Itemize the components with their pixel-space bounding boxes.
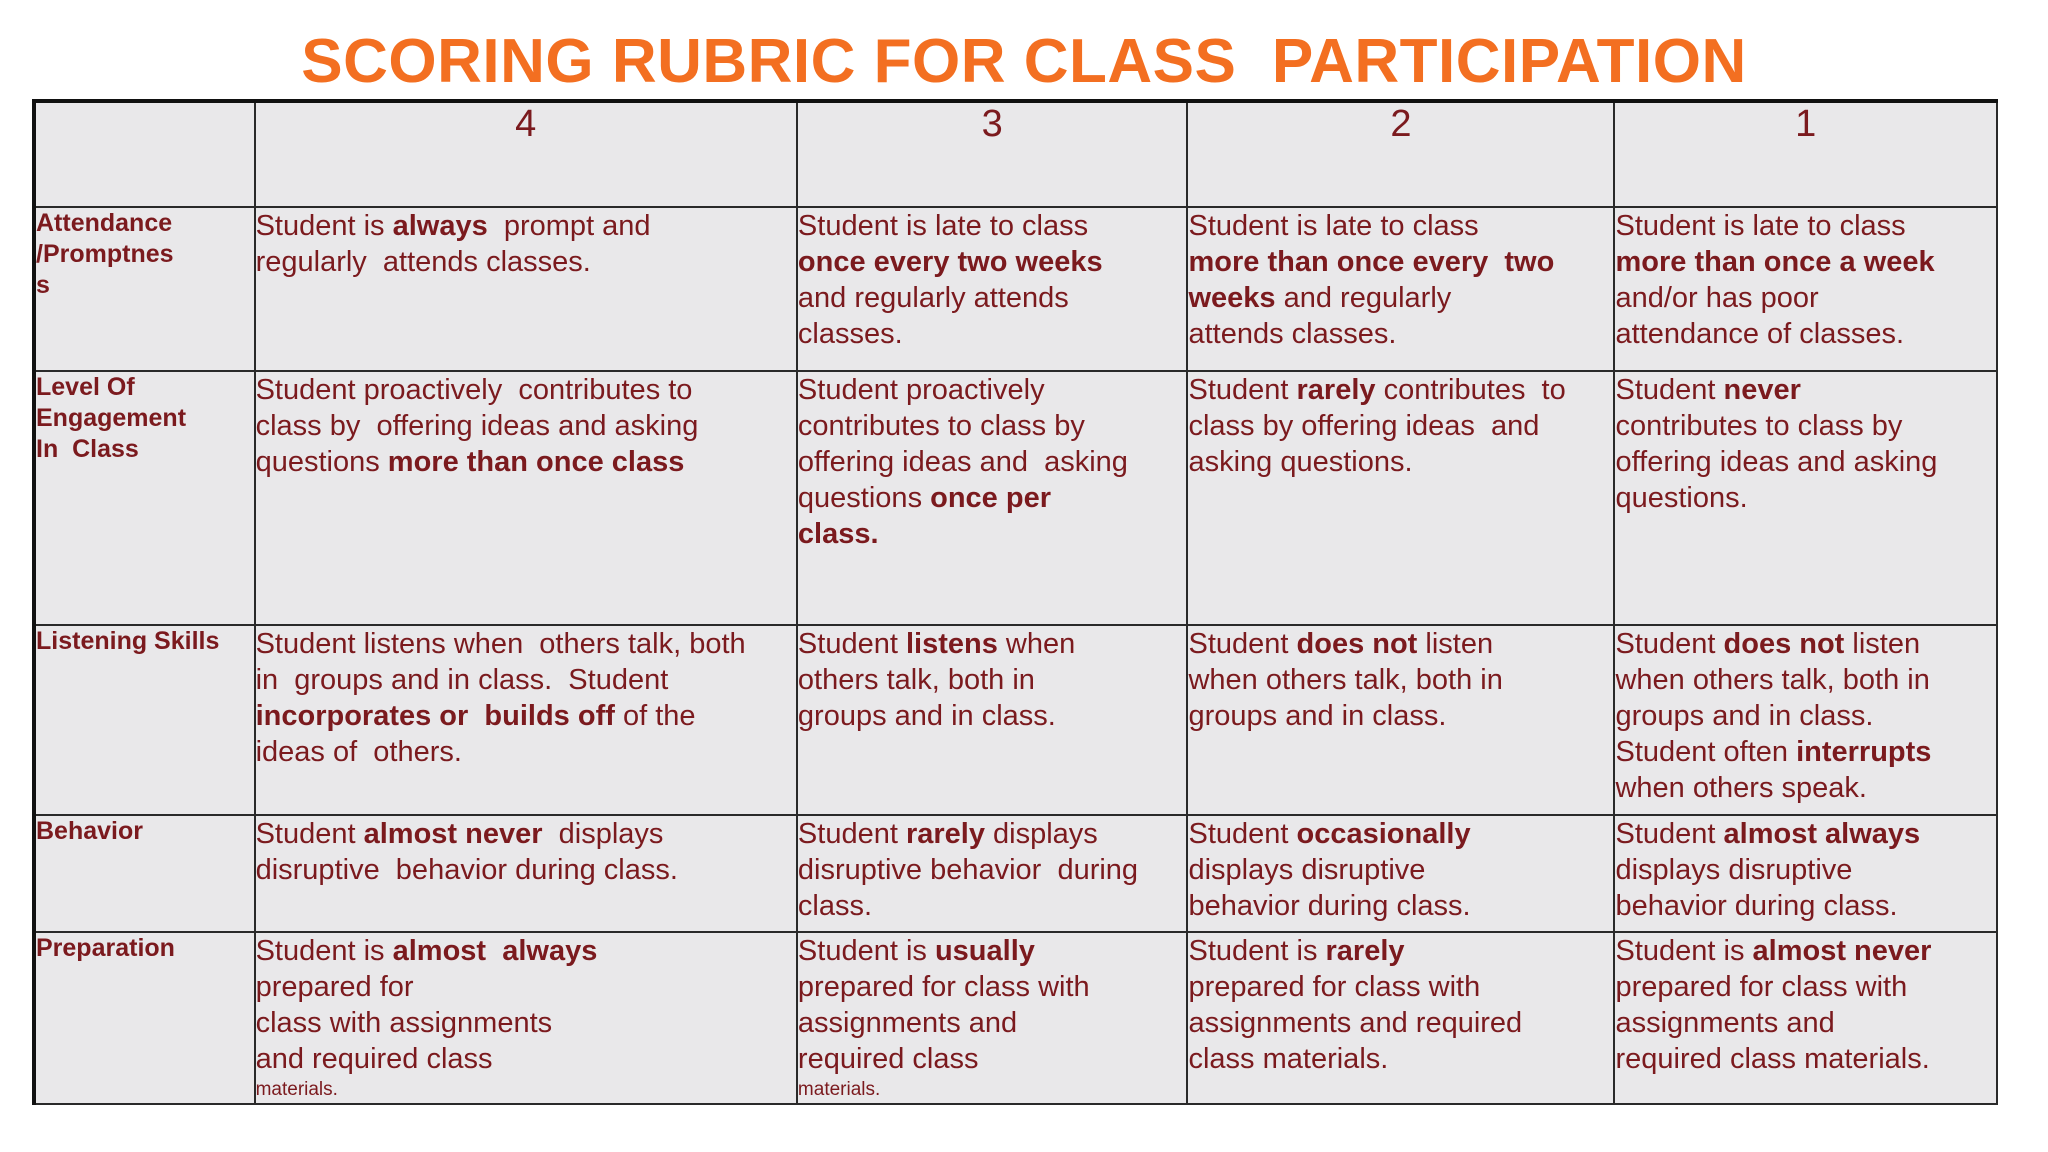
rubric-table bbox=[32, 99, 1998, 1105]
cell-preparation-1: Student is almost never prepared for class with assignments and required class materials. bbox=[1614, 932, 1997, 1104]
cell-listening-4: Student listens when others talk, both in groups and in class. Student incorporates or builds off of the ideas of others. bbox=[255, 625, 797, 815]
cell-preparation-3: Student is usually prepared for class with assignments and required class materials. bbox=[797, 932, 1188, 1104]
cell-listening-1: Student does not listen when others talk, both in groups and in class. Student often interrupts when others speak. bbox=[1614, 625, 1997, 815]
cell-attendance-4: Student is always prompt and regularly attends classes. bbox=[255, 207, 797, 371]
cell-listening-2: Student does not listen when others talk, both in groups and in class. bbox=[1187, 625, 1614, 815]
score-header-4: 4 bbox=[255, 101, 797, 207]
table-row bbox=[34, 932, 1997, 1104]
cell-engagement-3: Student proactively contributes to class by offering ideas and asking questions once per class. bbox=[797, 371, 1188, 625]
row-label-listening: Listening Skills bbox=[34, 625, 255, 815]
cell-behavior-4: Student almost never displays disruptive behavior during class. bbox=[255, 815, 797, 932]
cell-engagement-2: Student rarely contributes to class by offering ideas and asking questions. bbox=[1187, 371, 1614, 625]
header-row bbox=[34, 101, 1997, 207]
cell-engagement-1: Student never contributes to class by offering ideas and asking questions. bbox=[1614, 371, 1997, 625]
table-row bbox=[34, 371, 1997, 625]
cell-attendance-3: Student is late to class once every two weeks and regularly attends classes. bbox=[797, 207, 1188, 371]
cell-attendance-2: Student is late to class more than once every two weeks and regularly attends classes. bbox=[1187, 207, 1614, 371]
page-title: SCORING RUBRIC FOR CLASS PARTICIPATION bbox=[301, 27, 1747, 96]
cell-preparation-2: Student is rarely prepared for class with assignments and required class materials. bbox=[1187, 932, 1614, 1104]
score-header-1: 1 bbox=[1614, 101, 1997, 207]
row-label-attendance: Attendance /Promptnes s bbox=[34, 207, 255, 371]
cell-behavior-3: Student rarely displays disruptive behavior during class. bbox=[797, 815, 1188, 932]
corner-cell bbox=[34, 101, 255, 207]
cell-attendance-1: Student is late to class more than once a week and/or has poor attendance of classes. bbox=[1614, 207, 1997, 371]
row-label-preparation: Preparation bbox=[34, 932, 255, 1104]
score-header-3: 3 bbox=[797, 101, 1188, 207]
score-header-2: 2 bbox=[1187, 101, 1614, 207]
cell-behavior-2: Student occasionally displays disruptive behavior during class. bbox=[1187, 815, 1614, 932]
table-row bbox=[34, 207, 1997, 371]
cell-behavior-1: Student almost always displays disruptive behavior during class. bbox=[1614, 815, 1997, 932]
table-row bbox=[34, 625, 1997, 815]
cell-preparation-4: Student is almost always prepared for class with assignments and required class materials. bbox=[255, 932, 797, 1104]
cell-listening-3: Student listens when others talk, both in groups and in class. bbox=[797, 625, 1188, 815]
cell-engagement-4: Student proactively contributes to class by offering ideas and asking questions more than once class bbox=[255, 371, 797, 625]
row-label-behavior: Behavior bbox=[34, 815, 255, 932]
row-label-engagement: Level Of Engagement In Class bbox=[34, 371, 255, 625]
table-row bbox=[34, 815, 1997, 932]
